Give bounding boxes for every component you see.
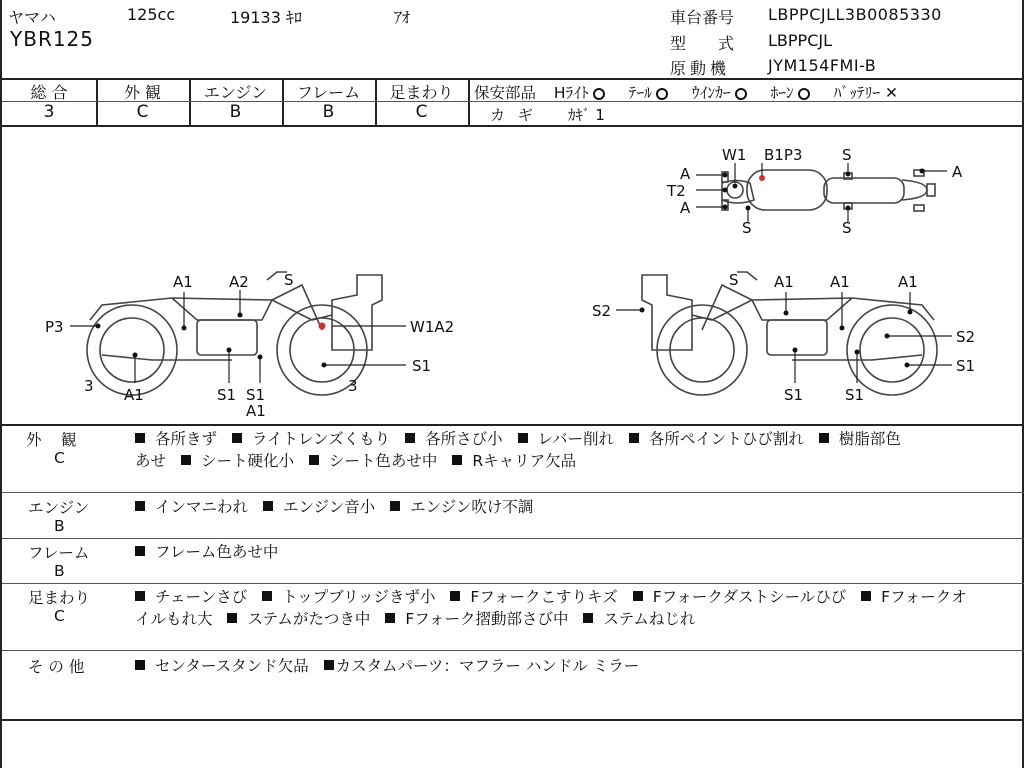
note-item: 各所ペイントひび割れ [648,430,804,448]
diag-label: S1 [412,357,432,375]
score-engine-value: B [229,102,242,122]
section-other-title: そ の 他 [28,658,85,676]
maker: ヤマハ [8,8,56,27]
diag-label: A1 [246,402,266,420]
section-exterior-grade: C [54,449,65,467]
note-item: 各所さび小 [425,430,503,448]
score-overall-value: 3 [43,102,55,122]
section-engine-title: エンジン [28,499,90,517]
type-value: LBPPCJL [768,31,832,50]
ng-cross-icon: ✕ [885,84,899,102]
diag-label: A [680,199,691,217]
model-name: YBR125 [10,27,95,51]
diag-label: S2 [592,302,612,320]
diag-label: T2 [667,182,686,200]
diag-label: S [842,219,852,237]
ok-circle-icon [798,88,810,100]
diag-label: A2 [229,273,249,291]
diag-label: S2 [956,328,976,346]
key-label: カ ギ [490,106,537,124]
diag-label: 3 [84,377,94,395]
section-exterior-notes-2 [135,450,576,472]
diag-label: W1A2 [410,318,455,336]
section-suspension-title: 足まわり [28,589,91,607]
note-item: Rキャリア欠品 [472,452,577,470]
safety-label: 保安部品 [474,84,537,102]
score-engine-label: エンジン [203,83,268,102]
diag-label: A [952,163,963,181]
key-value: ｶｷﾞ 1 [568,106,605,124]
diag-label: A1 [830,273,850,291]
note-item: チェーンさび [155,588,248,606]
note-item: シート色あせ中 [328,452,438,470]
frame-no: LBPPCJLL3B0085330 [768,5,942,24]
note-item: Fフォーク摺動部さび中 [405,610,569,628]
note-item: エンジン音小 [282,498,376,516]
diag-label: 3 [348,377,358,395]
top-view-motorcycle [722,170,935,211]
note-item: シート硬化小 [200,452,294,470]
diag-label: S [842,146,852,164]
diag-label: S [742,219,752,237]
section-engine-grade: B [54,517,65,535]
diag-label: B1P3 [764,146,803,164]
diag-label: S1 [217,386,237,404]
note-item: フレーム色あせ中 [155,543,279,561]
diag-label: P3 [45,318,64,336]
note-item: Fフォークこすりキズ [470,588,618,606]
diag-label: S1 [784,386,804,404]
safety-tail: ﾃｰﾙ [629,84,668,102]
mileage-unit: ｷﾛ [286,8,303,27]
section-other-notes [135,655,639,677]
note-item: ステムねじれ [603,610,696,628]
score-overall-label: 総 合 [30,83,68,102]
section-suspension-notes [135,586,967,608]
diag-label: S1 [956,357,976,375]
diag-label: S1 [246,386,266,404]
section-engine-notes [135,496,533,518]
frame-no-label: 車台番号 [670,8,735,27]
ok-circle-icon [735,88,747,100]
score-exterior-label: 外 観 [123,83,162,102]
note-item: Fフォークダストシールひび [652,588,847,606]
diag-label: A1 [173,273,193,291]
note-item: 樹脂部色 [838,430,901,448]
diag-label: A1 [774,273,794,291]
note-item: あせ [135,452,167,470]
diag-label: W1 [722,146,747,164]
diag-label: A1 [124,386,144,404]
score-frame-value: B [322,102,335,122]
section-frame-notes [135,541,278,563]
damage-diagram [2,126,1022,424]
diag-label: S1 [845,386,865,404]
note-item: カスタムパーツ：マフラー ハンドル ミラー [335,657,640,675]
type-label: 型 式 [670,34,743,53]
safety-winker: ｳｲﾝｶｰ [692,84,747,102]
section-exterior-notes [135,428,901,450]
engine-label: 原動機 [670,59,731,78]
section-exterior-title: 外 観 [26,431,79,449]
diag-label: S [729,271,739,289]
safety-parts [474,81,898,103]
safety-horn: ﾎｰﾝ [770,84,809,102]
mileage-value: 19133 [230,8,281,27]
mileage [230,5,302,28]
score-exterior-value: C [136,102,149,122]
score-suspension-label: 足まわり [389,83,454,102]
section-suspension-grade: C [54,607,65,625]
ok-circle-icon [656,88,668,100]
section-frame-grade: B [54,562,65,580]
color: ｱｵ [394,8,411,27]
note-item: トップブリッジきず小 [282,588,436,606]
ok-circle-icon [593,88,605,100]
section-suspension-notes-2 [135,608,695,630]
note-item: センタースタンド欠品 [155,657,309,675]
note-item: 各所きず [155,430,218,448]
score-frame-label: フレーム [296,83,361,102]
note-item: インマニわれ [155,498,249,516]
safety-battery: ﾊﾞｯﾃﾘｰ ✕ [833,84,899,102]
diag-label: A1 [898,273,918,291]
score-suspension-value: C [415,102,428,122]
note-item: ステムがたつき中 [247,610,371,628]
note-item: エンジン吹け不調 [410,498,534,516]
note-item: ライトレンズくもり [251,430,391,448]
note-item: イルもれ大 [135,610,213,628]
safety-headlight: Hﾗｲﾄ [554,84,605,102]
engine-value: JYM154FMI-B [768,56,877,75]
displacement: 125cc [127,5,176,24]
section-frame-title: フレーム [28,544,90,562]
note-item: レバー削れ [537,430,614,448]
diag-label: A [680,165,691,183]
note-item: Fフォークオ [881,588,967,606]
diag-label: S [284,271,294,289]
